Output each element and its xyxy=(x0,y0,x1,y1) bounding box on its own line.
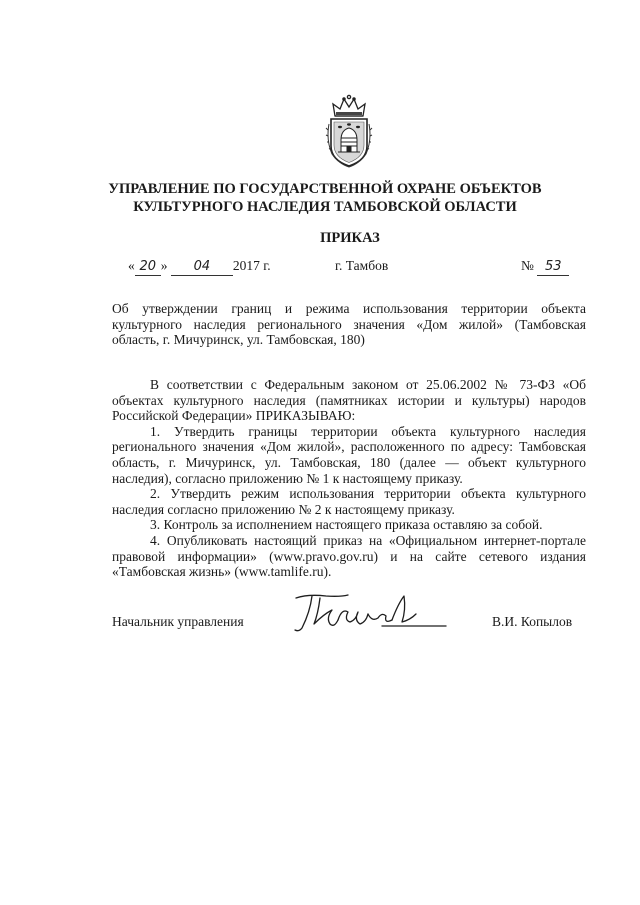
order-item-2: 2. Утвердить режим использования территории объекта культурного наследия согласно приложению № 2 к настоящему приказу. xyxy=(112,486,586,517)
order-preamble: В соответствии с Федеральным законом от 25.06.2002 № 73-ФЗ «Об объектах культурного наследия (памятниках истории и культуры) народов Российской Федерации» ПРИКАЗЫВАЮ: xyxy=(112,377,586,424)
date-quote-open: « xyxy=(128,258,135,273)
date-month: 04 xyxy=(171,259,233,276)
date-quote-close: » xyxy=(160,258,168,273)
organization-name xyxy=(80,180,570,216)
order-subject: Об утверждении границ и режима использования территории объекта культурного наследия регионального значения «Дом жилой» (Тамбовская область, г. Мичуринск, ул. Тамбовская, 180) xyxy=(112,301,586,347)
date-day: 20 xyxy=(135,259,161,276)
date-year: 2017 г. xyxy=(232,258,271,273)
order-item-4: 4. Опубликовать настоящий приказ на «Официальном интернет-портале правовой информации» (www.pravo.gov.ru) и на сайте сетевого издания «Тамбовская жизнь» (www.tamlife.ru). xyxy=(112,532,586,580)
order-body xyxy=(112,377,586,580)
signatory-position: Начальник управления xyxy=(112,614,244,629)
signatory-name: В.И. Копылов xyxy=(492,614,573,629)
signature-image xyxy=(286,590,456,638)
document-type: ПРИКАЗ xyxy=(320,230,380,246)
order-number xyxy=(521,257,569,276)
order-item-1: 1. Утвердить границы территории объекта культурного наследия регионального значения «Дом жилой», расположенного по адресу: Тамбовская область, г. Мичуринск, ул. Тамбовская, 180 (далее — объект культурного наследия), согласно приложению № 1 к настоящему приказу. xyxy=(112,423,586,486)
order-number-value: 53 xyxy=(537,259,569,276)
organization-name-line2: КУЛЬТУРНОГО НАСЛЕДИЯ ТАМБОВСКОЙ ОБЛАСТИ xyxy=(133,199,517,215)
organization-name-line1: УПРАВЛЕНИЕ ПО ГОСУДАРСТВЕННОЙ ОХРАНЕ ОБЪЕКТОВ xyxy=(108,181,542,197)
order-date xyxy=(128,257,271,276)
order-city: г. Тамбов xyxy=(335,258,389,273)
order-number-label: № xyxy=(521,258,534,273)
coat-of-arms-icon xyxy=(323,94,375,168)
order-item-3: 3. Контроль за исполнением настоящего приказа оставляю за собой. xyxy=(150,517,543,533)
